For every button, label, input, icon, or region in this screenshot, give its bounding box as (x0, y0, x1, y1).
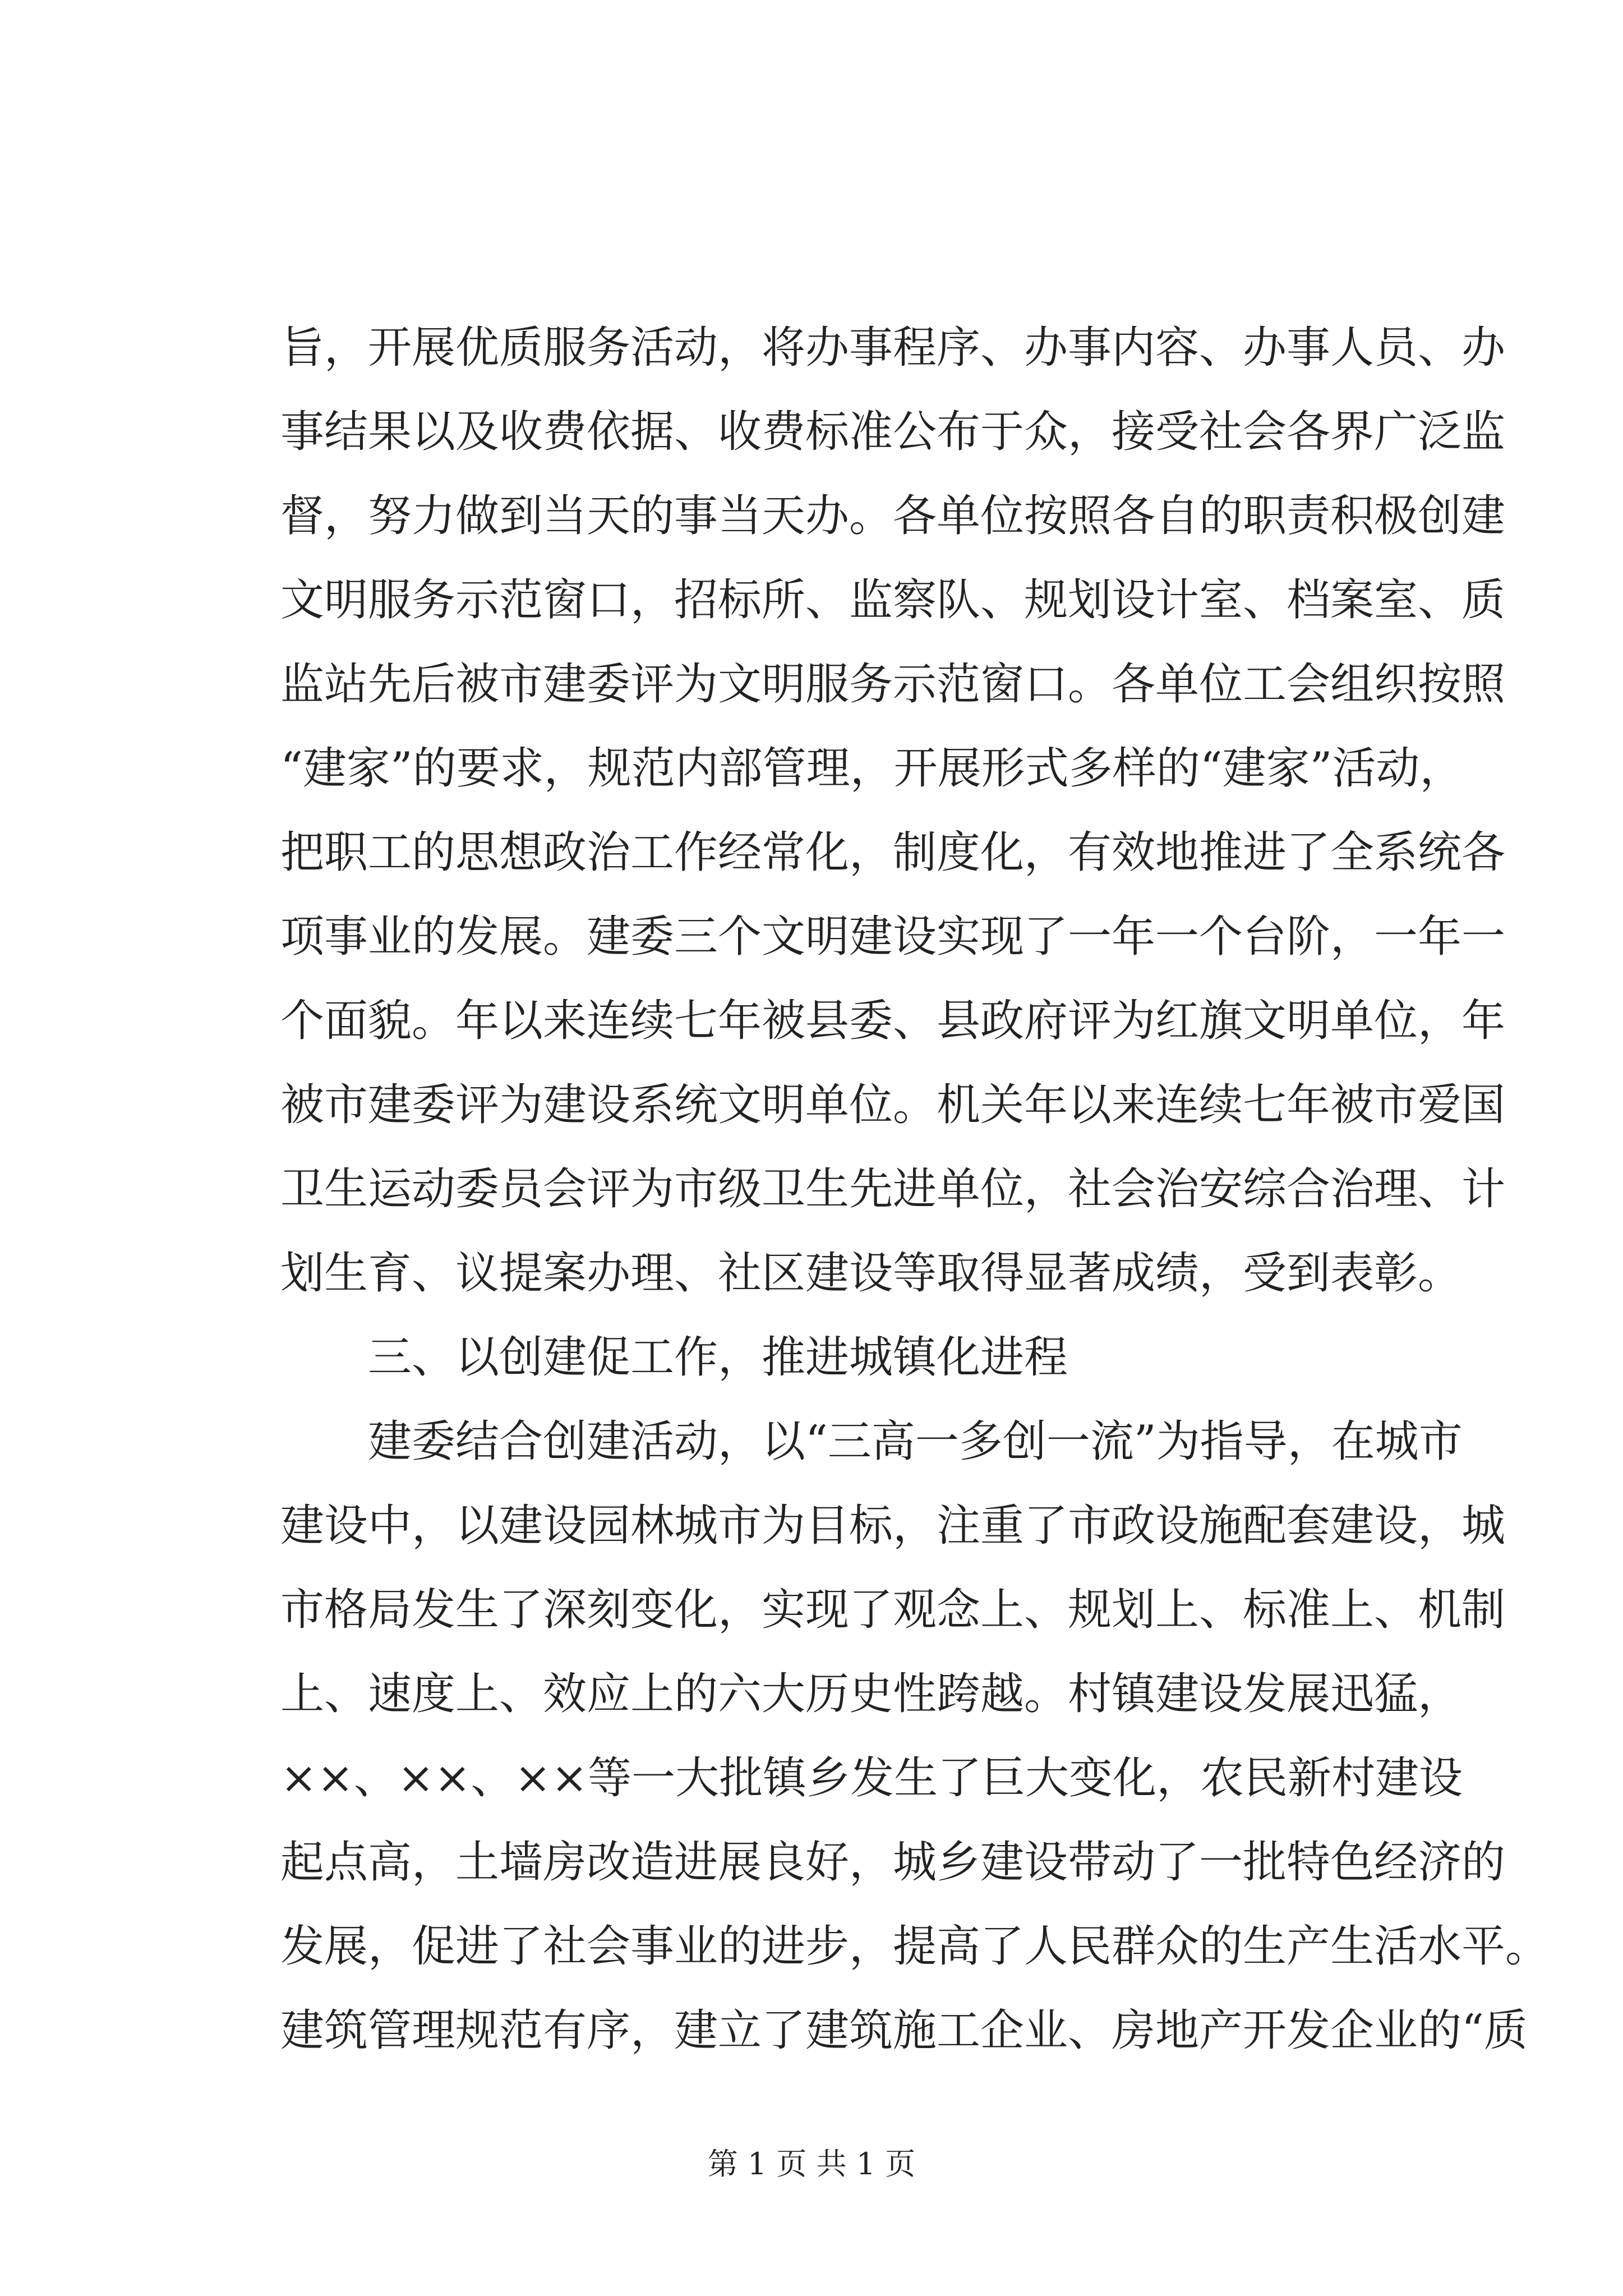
text-line: 起点高，土墙房改造进展良好，城乡建设带动了一批特色经济的 (280, 1837, 1506, 1888)
text-line: 督，努力做到当天的事当天办。各单位按照各自的职责积极创建 (280, 491, 1506, 541)
document-body (280, 306, 1550, 2073)
text-line: 个面貌。年以来连续七年被县委、县政府评为红旗文明单位，年 (280, 996, 1506, 1046)
text-line: 发展，促进了社会事业的进步，提高了人民群众的生产生活水平。 (280, 1921, 1550, 1972)
text-line: 文明服务示范窗口，招标所、监察队、规划设计室、档案室、质 (280, 575, 1506, 625)
text-line: 被市建委评为建设系统文明单位。机关年以来连续七年被市爱国 (280, 1080, 1506, 1130)
text-line: 建设中，以建设园林城市为目标，注重了市政设施配套建设，城 (280, 1501, 1506, 1551)
text-line: 市格局发生了深刻变化，实现了观念上、规划上、标准上、机制 (280, 1585, 1506, 1635)
text-line: 卫生运动委员会评为市级卫生先进单位，社会治安综合治理、计 (280, 1164, 1506, 1214)
text-line: 旨，开展优质服务活动，将办事程序、办事内容、办事人员、办 (280, 323, 1506, 373)
text-line: 建筑管理规范有序，建立了建筑施工企业、房地产开发企业的“质 (280, 2005, 1528, 2056)
text-line: 项事业的发展。建委三个文明建设实现了一年一个台阶，一年一 (280, 912, 1506, 962)
text-line: 建委结合创建活动，以“三高一多创一流”为指导，在城市 (368, 1416, 1463, 1467)
text-line: 把职工的思想政治工作经常化，制度化，有效地推进了全系统各 (280, 827, 1506, 878)
text-line: 事结果以及收费依据、收费标准公布于众，接受社会各界广泛监 (280, 407, 1506, 457)
section-heading: 三、以创建促工作，推进城镇化进程 (368, 1332, 1068, 1383)
text-line: 上、速度上、效应上的六大历史性跨越。村镇建设发展迅猛， (280, 1669, 1462, 1719)
page-number-footer: 第 1 页 共 1 页 (707, 2146, 916, 2182)
text-line: 划生育、议提案办理、社区建设等取得显著成绩，受到表彰。 (280, 1248, 1462, 1299)
text-line: “建家”的要求，规范内部管理，开展形式多样的“建家”活动， (280, 743, 1464, 794)
text-line: ××、××、××等一大批镇乡发生了巨大变化，农民新村建设 (280, 1753, 1463, 1803)
text-line: 监站先后被市建委评为文明服务示范窗口。各单位工会组织按照 (280, 659, 1506, 710)
